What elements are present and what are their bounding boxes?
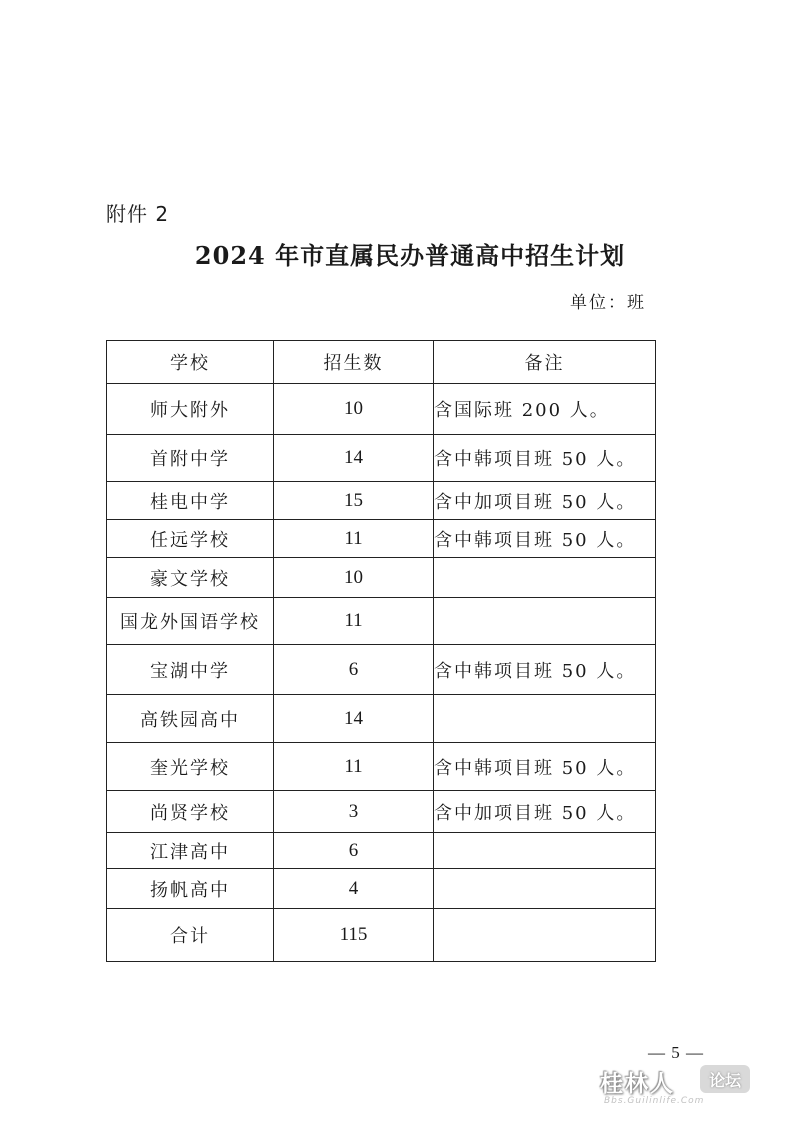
count-cell: 11 [274,598,434,645]
unit-label: 单位：班 [570,293,646,313]
table-row [107,435,656,482]
count-cell: 10 [274,558,434,598]
school-cell: 扬帆高中 [107,869,274,909]
count-cell: 15 [274,482,434,520]
note-cell [434,695,656,743]
note-cell: 含中韩项目班 50 人。 [434,520,656,558]
watermark-badge: 论坛 [700,1065,750,1093]
note-cell: 含中韩项目班 50 人。 [434,435,656,482]
note-cell: 含中韩项目班 50 人。 [434,645,656,695]
note-cell [434,558,656,598]
note-cell: 含中加项目班 50 人。 [434,791,656,833]
attachment-label: 附件 2 [106,202,170,226]
table-row [107,598,656,645]
table-header-row [107,341,656,384]
table-row [107,869,656,909]
note-cell: 含中加项目班 50 人。 [434,482,656,520]
page-number: — 5 — [648,1043,704,1062]
table-row [107,695,656,743]
total-label-cell: 合计 [107,909,274,962]
count-cell: 6 [274,833,434,869]
watermark-main-text: 桂林人 [600,1071,675,1097]
school-cell: 豪文学校 [107,558,274,598]
note-cell [434,869,656,909]
school-cell: 首附中学 [107,435,274,482]
total-count-cell: 115 [274,909,434,962]
note-cell: 含中韩项目班 50 人。 [434,743,656,791]
count-cell: 10 [274,384,434,435]
school-cell: 高铁园高中 [107,695,274,743]
table-row [107,645,656,695]
watermark-url: Bbs.Guilinlife.Com [604,1096,705,1106]
table-row [107,384,656,435]
header-count: 招生数 [274,341,434,384]
school-cell: 桂电中学 [107,482,274,520]
count-cell: 14 [274,435,434,482]
school-cell: 师大附外 [107,384,274,435]
note-cell: 含国际班 200 人。 [434,384,656,435]
total-note-cell [434,909,656,962]
table-row [107,520,656,558]
total-row [107,909,656,962]
school-cell: 江津高中 [107,833,274,869]
note-cell [434,598,656,645]
count-cell: 11 [274,743,434,791]
count-cell: 11 [274,520,434,558]
school-cell: 宝湖中学 [107,645,274,695]
forum-watermark [596,1063,756,1113]
count-cell: 4 [274,869,434,909]
count-cell: 3 [274,791,434,833]
table-row [107,558,656,598]
school-cell: 尚贤学校 [107,791,274,833]
table-row [107,833,656,869]
note-cell [434,833,656,869]
table-row [107,743,656,791]
count-cell: 6 [274,645,434,695]
header-school: 学校 [107,341,274,384]
header-note: 备注 [434,341,656,384]
table-row [107,482,656,520]
enrollment-plan-table [106,340,656,962]
document-title: 2024 年市直属民办普通高中招生计划 [194,241,626,270]
table-row [107,791,656,833]
school-cell: 奎光学校 [107,743,274,791]
school-cell: 任远学校 [107,520,274,558]
count-cell: 14 [274,695,434,743]
school-cell: 国龙外国语学校 [107,598,274,645]
